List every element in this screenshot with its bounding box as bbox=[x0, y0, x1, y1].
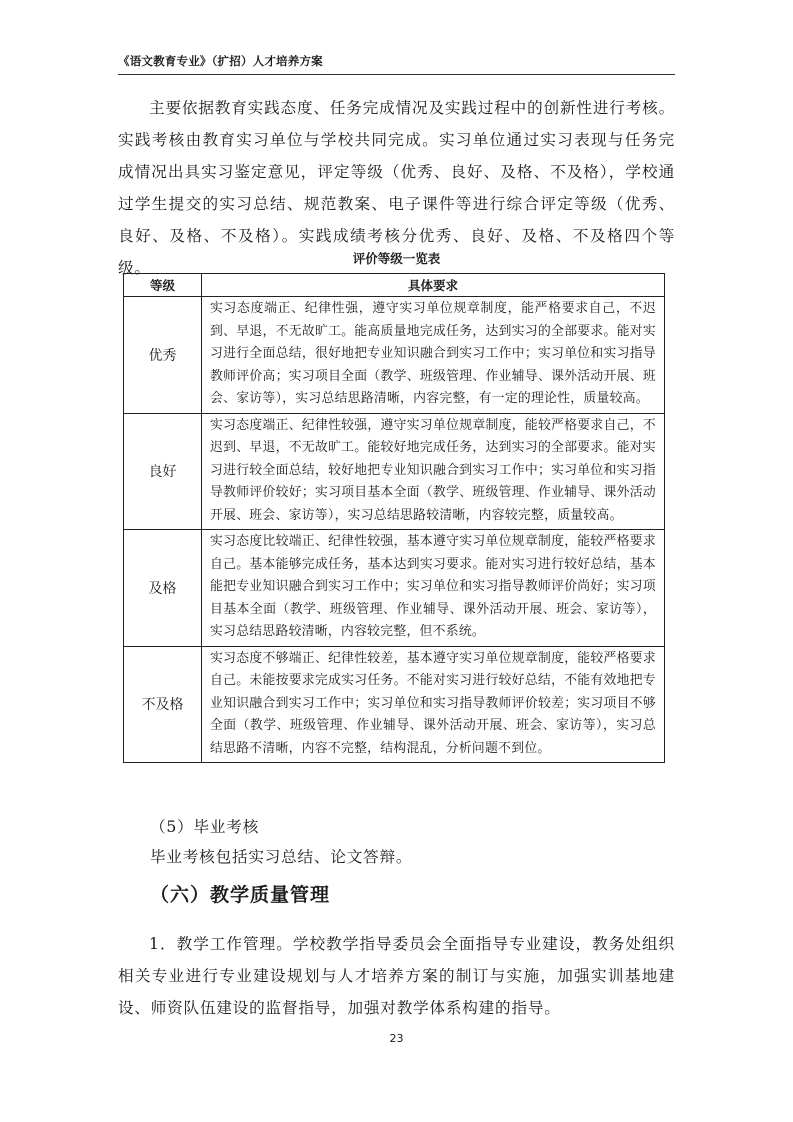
requirement-cell: 实习态度端正、纪律性较强，遵守实习单位规章制度，能较严格要求自己，不迟到、早退，不无故旷工。能较好地完成任务，达到实习的全部要求。能对实习进行较全面总结，较好地把专业知识融合到实习工作中；实习单位和实习指导教师评价较好；实习项目基本全面（教学、班级管理、作业辅导、课外活动开展、班会、家访等），实习总结思路较清晰，内容较完整，质量较高。 bbox=[202, 413, 665, 530]
intro-paragraph: 主要依据教育实践态度、任务完成情况及实践过程中的创新性进行考核。实践考核由教育实习单位与学校共同完成。实习单位通过实习表现与任务完成情况出具实习鉴定意见，评定等级（优秀、良好、及格、不及格），学校通过学生提交的实习总结、规范教案、电子课件等进行综合评定等级（优秀、良好、及格、不及格）。实践成绩考核分优秀、良好、及格、不及格四个等级。 bbox=[118, 99, 675, 277]
table-header-row bbox=[124, 274, 665, 297]
header-title: 《语文教育专业》（扩招）人才培养方案 bbox=[118, 54, 323, 68]
graduation-heading: （5）毕业考核 bbox=[150, 818, 260, 836]
evaluation-table bbox=[123, 273, 665, 763]
level-cell: 及格 bbox=[124, 530, 202, 647]
teaching-management-paragraph: 1．教学工作管理。学校教学指导委员会全面指导专业建设，教务处组织相关专业进行专业建设规划与人才培养方案的制订与实施，加强实训基地建设、师资队伍建设的监督指导，加强对教学体系构建的指导。 bbox=[118, 935, 675, 1017]
level-cell: 优秀 bbox=[124, 297, 202, 414]
level-cell: 良好 bbox=[124, 413, 202, 530]
level-cell: 不及格 bbox=[124, 646, 202, 763]
header-requirement: 具体要求 bbox=[202, 274, 665, 297]
graduation-text: 毕业考核包括实习总结、论文答辩。 bbox=[150, 848, 413, 866]
table-row bbox=[124, 297, 665, 414]
page-header bbox=[118, 50, 675, 75]
table-row bbox=[124, 646, 665, 763]
table-row bbox=[124, 530, 665, 647]
section-heading: （六）教学质量管理 bbox=[150, 884, 331, 906]
page-number: 23 bbox=[389, 1032, 404, 1045]
requirement-cell: 实习态度端正、纪律性强，遵守实习单位规章制度，能严格要求自己，不迟到、早退，不无故旷工。能高质量地完成任务，达到实习的全部要求。能对实习进行全面总结，很好地把专业知识融合到实习工作中；实习单位和实习指导教师评价高；实习项目全面（教学、班级管理、作业辅导、课外活动开展、班会、家访等），实习总结思路清晰，内容完整，有一定的理论性，质量较高。 bbox=[202, 297, 665, 414]
header-level: 等级 bbox=[124, 274, 202, 297]
table-row bbox=[124, 413, 665, 530]
requirement-cell: 实习态度比较端正、纪律性较强，基本遵守实习单位规章制度，能较严格要求自己。基本能够完成任务，基本达到实习要求。能对实习进行较好总结，基本能把专业知识融合到实习工作中；实习单位和实习指导教师评价尚好；实习项目基本全面（教学、班级管理、作业辅导、课外活动开展、班会、家访等），实习总结思路较清晰，内容较完整，但不系统。 bbox=[202, 530, 665, 647]
requirement-cell: 实习态度不够端正、纪律性较差，基本遵守实习单位规章制度，能较严格要求自己。未能按要求完成实习任务。不能对实习进行较好总结，不能有效地把专业知识融合到实习工作中；实习单位和实习指导教师评价较差；实习项目不够全面（教学、班级管理、作业辅导、课外活动开展、班会、家访等），实习总结思路不清晰，内容不完整，结构混乱，分析问题不到位。 bbox=[202, 646, 665, 763]
table-title: 评价等级一览表 bbox=[352, 251, 441, 266]
